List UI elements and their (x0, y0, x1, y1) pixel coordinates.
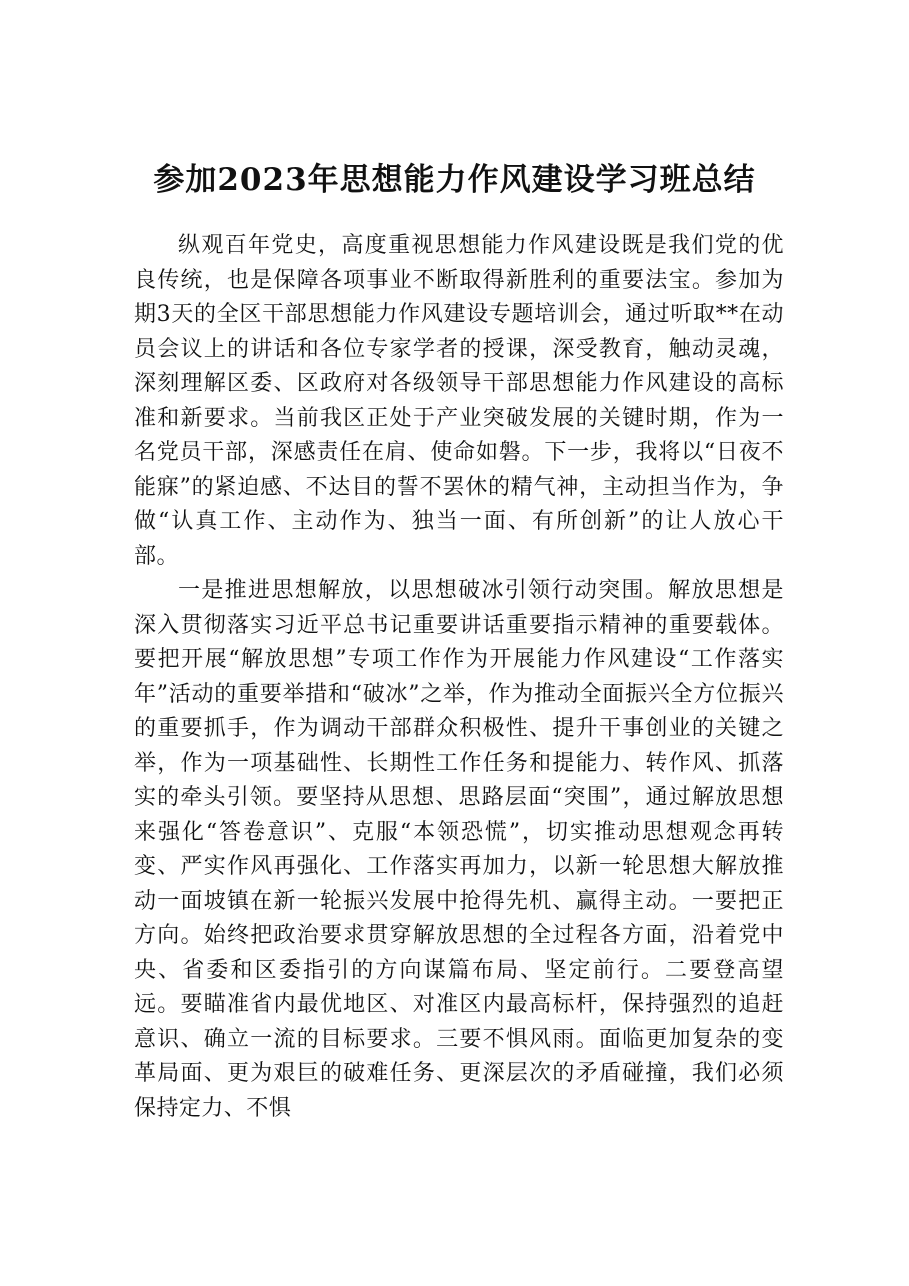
paragraph-point-one: 一是推进思想解放，以思想破冰引领行动突围。解放思想是深入贯彻落实习近平总书记重要讲话重要指示精神的重要载体。要把开展“解放思想”专项工作作为开展能力作风建设“工作落实年”活动的重要举措和“破冰”之举，作为推动全面振兴全方位振兴的重要抓手，作为调动干部群众积极性、提升干事创业的关键之举，作为一项基础性、长期性工作任务和提能力、转作风、抓落实的牵头引领。要坚持从思想、思路层面“突围”，通过解放思想来强化“答卷意识”、克服“本领恐慌”，切实推动思想观念再转变、严实作风再强化、工作落实再加力，以新一轮思想大解放推动一面坡镇在新一轮振兴发展中抢得先机、赢得主动。一要把正方向。始终把政治要求贯穿解放思想的全过程各方面，沿着党中央、省委和区委指引的方向谋篇布局、坚定前行。二要登高望远。要瞄准省内最优地区、对准区内最高标杆，保持强烈的追赶意识、确立一流的目标要求。三要不惧风雨。面临更加复杂的变革局面、更为艰巨的破难任务、更深层次的矛盾碰撞，我们必须保持定力、不惧 (134, 578, 784, 1121)
paragraph-intro: 纵观百年党史，高度重视思想能力作风建设既是我们党的优良传统，也是保障各项事业不断取得新胜利的重要法宝。参加为期3天的全区干部思想能力作风建设专题培训会，通过听取**在动员会议上的讲话和各位专家学者的授课，深受教育，触动灵魂，深刻理解区委、区政府对各级领导干部思想能力作风建设的高标准和新要求。当前我区正处于产业突破发展的关键时期，作为一名党员干部，深感责任在肩、使命如磐。下一步，我将以“日夜不能寐”的紧迫感、不达目的誓不罢休的精气神，主动担当作为，争做“认真工作、主动作为、独当一面、有所创新”的让人放心干部。 (134, 233, 784, 569)
document-body (134, 229, 784, 1126)
document-title: 参加2023年思想能力作风建设学习班总结 (153, 162, 756, 198)
